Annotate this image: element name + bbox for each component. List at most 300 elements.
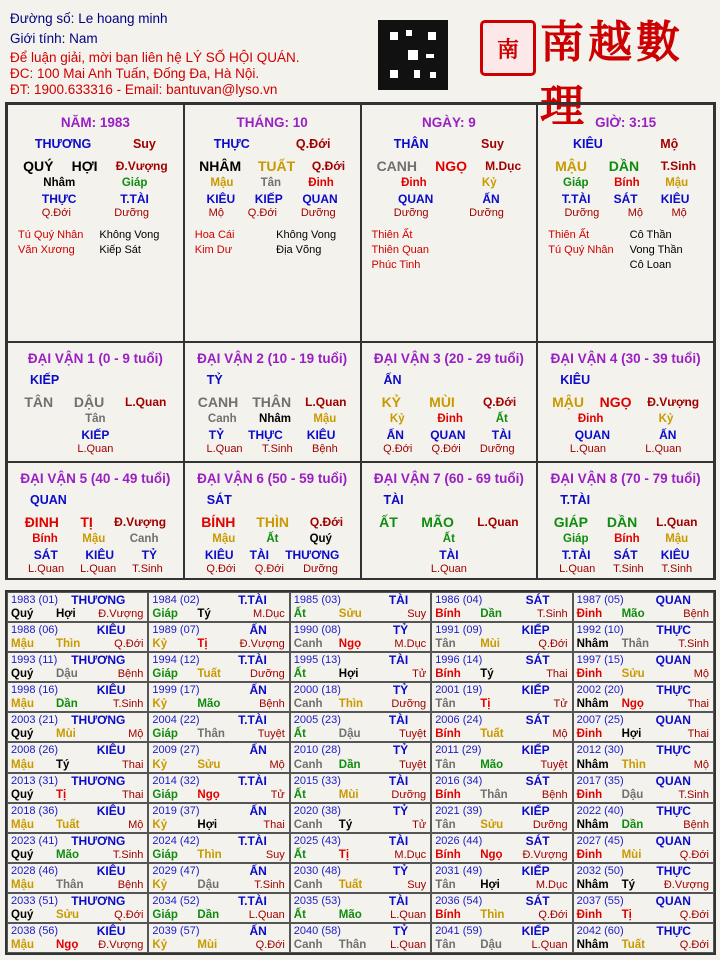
year-stem: Tân: [435, 878, 456, 891]
luck-hgods: [362, 428, 537, 443]
year-stage: Bệnh: [259, 698, 285, 711]
year-stem: Tân: [435, 939, 456, 951]
year-cell[interactable]: [290, 893, 431, 923]
luck-hidden-stem: Bính: [32, 533, 58, 545]
year-cell[interactable]: [290, 833, 431, 863]
year-label: 2039 (57): [152, 924, 200, 937]
year-cell[interactable]: [7, 652, 148, 682]
star-good: Tú Quý Nhân: [548, 244, 614, 256]
year-branch: Thân: [56, 878, 84, 891]
star-good: Văn Xương: [18, 244, 75, 256]
hidden-stage: Q.Đới: [247, 207, 277, 219]
year-branch: Tuất: [621, 939, 646, 951]
year-branch: Tị: [197, 638, 208, 651]
year-stage: Dưỡng: [391, 698, 427, 711]
year-stage: Đ.Vượng: [522, 848, 568, 861]
year-god: TÀI: [388, 713, 409, 728]
year-stage: Thai: [263, 818, 285, 831]
year-cell[interactable]: [148, 682, 289, 712]
year-god: KIÊU: [96, 923, 126, 938]
year-cell[interactable]: [148, 592, 289, 622]
year-branch: Sửu: [197, 758, 221, 771]
year-god: T.TÀI: [238, 713, 267, 728]
year-cell[interactable]: [7, 803, 148, 833]
year-branch: Mùi: [197, 939, 218, 951]
year-stem: Đinh: [576, 608, 603, 621]
year-stem: Tân: [435, 698, 456, 711]
year-cell[interactable]: [573, 923, 714, 953]
pillar-stem-branch: [362, 155, 537, 177]
luck-god: KIẾP: [30, 373, 60, 387]
luck-hidden-stem: Mậu: [212, 533, 236, 545]
pillar-god-stage: Suy: [481, 137, 504, 151]
year-god: TỶ: [392, 863, 409, 878]
luck-cell: [7, 462, 184, 580]
year-cell[interactable]: [7, 863, 148, 893]
star-good: Thiên Ất: [548, 229, 590, 241]
hidden-stage: Mộ: [627, 207, 643, 219]
year-cell[interactable]: [7, 893, 148, 923]
year-stem: Mậu: [11, 818, 34, 831]
year-stage: Dưỡng: [391, 788, 427, 801]
luck-hidden-stem: Canh: [129, 533, 159, 545]
luck-hidden-god: TÀI: [249, 548, 270, 562]
year-stage: Mộ: [693, 758, 709, 771]
year-branch: Thìn: [338, 698, 364, 711]
pillar-god: THỰC: [213, 137, 250, 151]
name-line: Đường số: Le hoang minh: [10, 11, 168, 26]
star-good: Phúc Tinh: [371, 259, 421, 271]
year-cell[interactable]: [290, 592, 431, 622]
year-branch: Dần: [480, 608, 502, 621]
hidden-stems: [538, 177, 713, 192]
luck-branch: DẦN: [606, 514, 638, 530]
brand-logo: 南越數理: [540, 17, 684, 132]
year-cell[interactable]: [431, 863, 572, 893]
year-cell[interactable]: [290, 622, 431, 652]
year-cell[interactable]: [290, 712, 431, 742]
year-label: 1996 (14): [435, 654, 483, 667]
year-cell[interactable]: [431, 592, 572, 622]
year-label: 1993 (11): [11, 654, 58, 667]
year-god: T.TÀI: [238, 593, 267, 607]
year-stage: Bệnh: [683, 818, 709, 831]
year-god: SÁT: [525, 713, 550, 728]
hidden-stages: [8, 207, 183, 222]
year-stem: Kỷ: [152, 818, 168, 831]
hidden-god: THỰC: [41, 192, 77, 206]
luck-cell: [361, 342, 538, 462]
year-branch: Hợi: [56, 608, 76, 621]
year-label: 2016 (34): [435, 774, 483, 787]
year-label: 2018 (36): [11, 804, 59, 817]
luck-branch: MÃO: [421, 514, 454, 530]
year-god: THỰC: [656, 863, 691, 878]
year-stem: Quý: [11, 848, 34, 861]
year-stem: Canh: [293, 818, 323, 831]
year-branch: Dần: [197, 908, 220, 921]
year-cell[interactable]: [7, 682, 148, 712]
year-stem: Đinh: [576, 668, 603, 681]
luck-hidden-god: ẤN: [386, 428, 404, 442]
year-stage: Thai: [121, 788, 144, 801]
year-cell[interactable]: [431, 893, 572, 923]
contact-line-3: ĐT: 1900.633316 - Email: bantuvan@lyso.vn: [10, 82, 278, 97]
year-branch: Hợi: [480, 878, 500, 891]
year-god: KIÊU: [96, 863, 126, 878]
luck-branch: DẬU: [73, 394, 105, 410]
year-god: TÀI: [388, 833, 409, 848]
year-label: 2006 (24): [435, 714, 483, 727]
luck-stage: L.Quan: [656, 515, 698, 529]
hidden-stems: [362, 177, 537, 192]
luck-hidden-god: KIÊU: [306, 428, 336, 442]
year-stage: M.Dục: [394, 638, 427, 651]
luck-hidden-stage: L.Quan: [645, 443, 682, 455]
year-branch: Dậu: [56, 668, 78, 681]
pillar-god-stage: Mộ: [660, 137, 679, 151]
year-cell[interactable]: [573, 893, 714, 923]
luck-hidden-god: KIÊU: [85, 548, 115, 562]
year-branch: Ngọ: [621, 698, 644, 711]
luck-hstages: [538, 563, 713, 578]
year-label: 2040 (58): [293, 924, 341, 937]
year-cell[interactable]: [431, 742, 572, 772]
stars: [362, 222, 537, 273]
stars-bad: [276, 228, 349, 258]
year-branch: Thìn: [621, 758, 646, 771]
year-stage: Q.Đới: [538, 638, 568, 651]
year-cell[interactable]: [431, 833, 572, 863]
year-god: THƯƠNG: [71, 893, 126, 908]
year-cell[interactable]: [7, 833, 148, 863]
year-branch: Ngọ: [56, 939, 79, 951]
year-cell[interactable]: [7, 923, 148, 953]
hidden-stem: Kỷ: [481, 177, 497, 189]
year-branch: Thân: [621, 638, 650, 651]
year-cell[interactable]: [573, 773, 714, 803]
year-cell[interactable]: [431, 652, 572, 682]
hidden-stages: [362, 207, 537, 222]
year-branch: Tị: [480, 698, 491, 711]
year-branch: Thìn: [56, 638, 81, 651]
pillar-god-stage: Suy: [132, 137, 156, 151]
luck-hidden-stage: L.Quan: [569, 443, 606, 455]
year-cell[interactable]: [290, 773, 431, 803]
luck-stem: TÂN: [24, 394, 54, 410]
luck-hidden-stem: Tân: [85, 413, 106, 425]
luck-hidden-stage: Q.Đới: [431, 443, 461, 455]
year-branch: Thân: [338, 939, 367, 951]
luck-hstages: [185, 443, 360, 458]
year-stem: Canh: [293, 698, 323, 711]
year-stage: Suy: [407, 878, 427, 891]
year-cell[interactable]: [431, 773, 572, 803]
luck-title: ĐẠI VẬN 3 (20 - 29 tuổi): [373, 351, 524, 366]
hidden-stem: Nhâm: [43, 177, 76, 189]
luck-hidden-stem: Canh: [207, 413, 237, 425]
year-stem: Đinh: [576, 908, 603, 921]
hidden-stems: [185, 177, 360, 192]
year-god: KIẾP: [521, 923, 550, 938]
luck-hidden-stem: Mậu: [82, 533, 106, 545]
year-stage: T.Sinh: [678, 788, 709, 801]
year-stage: Mộ: [269, 758, 285, 771]
year-branch: Ngọ: [480, 848, 503, 861]
year-label: 2003 (21): [11, 714, 59, 727]
luck-god: T.TÀI: [560, 493, 591, 507]
luck-hstages: [185, 563, 360, 578]
year-stem: Bính: [435, 668, 461, 681]
stars: [8, 222, 183, 258]
year-stem: Canh: [293, 758, 323, 771]
year-stage: L.Quan: [248, 908, 285, 921]
year-cell[interactable]: [148, 923, 289, 953]
year-stage: T.Sinh: [678, 638, 709, 651]
hidden-stage: Dưỡng: [393, 207, 429, 219]
hidden-stems: [8, 177, 183, 192]
year-label: 2041 (59): [435, 924, 483, 937]
year-stem: Nhâm: [576, 878, 609, 891]
year-cell[interactable]: [431, 712, 572, 742]
year-label: 2032 (50): [576, 864, 624, 877]
year-cell[interactable]: [290, 682, 431, 712]
hidden-god: KIÊU: [206, 192, 236, 206]
year-cell[interactable]: [290, 803, 431, 833]
luck-hidden-god: SÁT: [613, 548, 638, 562]
hidden-stages: [185, 207, 360, 222]
year-label: 2019 (37): [152, 804, 200, 817]
year-cell[interactable]: [7, 773, 148, 803]
year-cell[interactable]: [7, 622, 148, 652]
year-stage: Thai: [121, 758, 144, 771]
luck-hgods: [538, 548, 713, 563]
year-god: QUAN: [655, 593, 691, 607]
year-label: 2031 (49): [435, 864, 483, 877]
year-branch: Dậu: [197, 878, 220, 891]
year-stem: Canh: [293, 878, 323, 891]
year-god: SÁT: [525, 893, 550, 908]
pillar-stem: CANH: [376, 158, 418, 174]
year-stage: Mộ: [693, 668, 709, 681]
year-god: ẤN: [249, 743, 267, 758]
year-cell[interactable]: [573, 803, 714, 833]
luck-hidden-stage: Q.Đới: [383, 443, 413, 455]
year-branch: Tị: [621, 908, 632, 921]
luck-hidden: [8, 413, 183, 428]
year-cell[interactable]: [431, 803, 572, 833]
year-cell[interactable]: [148, 622, 289, 652]
year-cell[interactable]: [7, 592, 148, 622]
year-stage: L.Quan: [390, 908, 427, 921]
stars-bad: [99, 228, 172, 258]
luck-stem-branch: [362, 391, 537, 413]
year-cell[interactable]: [148, 742, 289, 772]
luck-stem-branch: [185, 511, 360, 533]
year-god: TỶ: [392, 923, 409, 938]
year-stage: L.Quan: [531, 939, 568, 951]
year-cell[interactable]: [148, 773, 289, 803]
year-cell[interactable]: [290, 652, 431, 682]
year-stage: L.Quan: [390, 939, 427, 951]
year-cell[interactable]: [7, 742, 148, 772]
year-cell[interactable]: [431, 622, 572, 652]
luck-title: ĐẠI VẬN 2 (10 - 19 tuổi): [197, 351, 348, 366]
year-cell[interactable]: [431, 923, 572, 953]
year-stem: Bính: [435, 788, 461, 801]
year-stage: Bệnh: [541, 788, 568, 801]
year-cell[interactable]: [431, 682, 572, 712]
year-stage: T.Sinh: [112, 698, 144, 711]
luck-hidden-stage: T.Sinh: [613, 563, 644, 575]
year-stage: Bệnh: [117, 878, 144, 891]
year-stem: Kỷ: [152, 939, 168, 951]
year-label: 2034 (52): [152, 894, 200, 907]
year-stem: Giáp: [152, 668, 178, 681]
year-stage: Mộ: [128, 728, 144, 741]
pillar-title: NĂM: 1983: [60, 115, 130, 130]
year-stage: Bệnh: [117, 668, 144, 681]
luck-god: ẤN: [383, 373, 402, 387]
star-good: Tú Quý Nhân: [18, 229, 84, 241]
luck-cell: [7, 342, 184, 462]
year-stem: Giáp: [152, 728, 178, 741]
luck-hidden: [362, 413, 537, 428]
luck-hidden-stage: T.Sinh: [132, 563, 163, 575]
year-branch: Dần: [56, 698, 78, 711]
year-branch: Dần: [621, 818, 644, 831]
year-branch: Hợi: [621, 728, 642, 741]
year-stage: Dưỡng: [250, 668, 285, 681]
year-label: 2036 (54): [435, 894, 483, 907]
luck-hstages: [362, 563, 537, 578]
luck-cell: [184, 462, 361, 580]
year-cell[interactable]: [148, 803, 289, 833]
year-god: TỶ: [392, 683, 409, 698]
star-bad: Kiếp Sát: [99, 244, 141, 256]
year-cell[interactable]: [148, 893, 289, 923]
year-stem: Giáp: [152, 908, 178, 921]
year-branch: Hợi: [197, 818, 218, 831]
qr-code-icon[interactable]: [378, 20, 448, 90]
stars: [185, 222, 360, 258]
year-label: 2038 (56): [11, 924, 59, 937]
luck-hidden-stem: Mậu: [665, 533, 689, 545]
luck-hidden-stage: L.Quan: [430, 563, 467, 575]
year-label: 2028 (46): [11, 864, 59, 877]
luck-title: ĐẠI VẬN 4 (30 - 39 tuổi): [550, 351, 701, 366]
year-cell[interactable]: [573, 742, 714, 772]
year-label: 2021 (39): [435, 804, 483, 817]
year-cell[interactable]: [290, 863, 431, 893]
year-cell[interactable]: [573, 712, 714, 742]
year-god: SÁT: [525, 773, 550, 788]
year-stage: Đ.Vượng: [98, 608, 144, 621]
year-stage: T.Sinh: [112, 848, 144, 861]
year-label: 2004 (22): [152, 714, 200, 727]
year-god: TÀI: [388, 893, 409, 908]
year-branch: Tý: [480, 668, 494, 681]
year-god: T.TÀI: [238, 893, 267, 908]
year-label: 2020 (38): [293, 804, 341, 817]
year-label: 2037 (55): [576, 894, 624, 907]
year-branch: Tý: [56, 758, 70, 771]
year-stem: Giáp: [152, 848, 178, 861]
year-branch: Thân: [480, 788, 508, 801]
year-label: 2042 (60): [576, 924, 624, 937]
year-cell[interactable]: [573, 652, 714, 682]
star-good: Hoa Cái: [194, 229, 235, 241]
year-stage: Đ.Vượng: [239, 638, 285, 651]
year-cell[interactable]: [148, 712, 289, 742]
year-cell[interactable]: [290, 923, 431, 953]
year-label: 2015 (33): [293, 774, 341, 787]
year-stem: Quý: [11, 608, 34, 621]
year-god: TỶ: [392, 743, 409, 758]
year-cell[interactable]: [7, 712, 148, 742]
hidden-stem: Giáp: [121, 177, 148, 189]
year-cell[interactable]: [573, 833, 714, 863]
year-stem: Đinh: [576, 728, 603, 741]
year-cell[interactable]: [573, 863, 714, 893]
luck-hidden-stage: L.Quan: [77, 443, 114, 455]
year-branch: Tuất: [338, 878, 363, 891]
luck-hidden-stage: Q.Đới: [206, 563, 236, 575]
luck-hgods: [362, 548, 537, 563]
luck-hidden-stem: Ất: [266, 533, 279, 545]
star-bad: Cô Thần: [629, 229, 672, 241]
year-cell[interactable]: [573, 622, 714, 652]
luck-branch: NGỌ: [599, 394, 632, 410]
luck-cell: [537, 462, 714, 580]
year-label: 1988 (06): [11, 624, 59, 637]
pillar-stem-branch: [185, 155, 360, 177]
year-stage: Q.Đới: [679, 848, 709, 861]
year-branch: Tý: [338, 818, 353, 831]
year-label: 2029 (47): [152, 864, 200, 877]
year-stage: Thai: [687, 698, 709, 711]
year-cell[interactable]: [148, 863, 289, 893]
year-stage: Q.Đới: [114, 908, 144, 921]
stars-good: [195, 228, 268, 258]
year-branch: Mão: [621, 608, 645, 621]
gender-line: Giới tính: Nam: [10, 31, 98, 46]
year-stem: Mậu: [11, 939, 34, 951]
year-label: 1992 (10): [576, 624, 624, 637]
year-god: KIẾP: [521, 803, 550, 818]
year-god: TÀI: [388, 653, 409, 668]
year-stem: Ất: [293, 608, 306, 621]
year-stem: Nhâm: [576, 698, 609, 711]
year-cell[interactable]: [573, 682, 714, 712]
year-label: 2000 (18): [293, 684, 341, 697]
year-god: ẤN: [249, 623, 267, 638]
luck-hstages: [362, 443, 537, 458]
year-label: 2030 (48): [293, 864, 341, 877]
year-cell[interactable]: [573, 592, 714, 622]
pillar-branch: NGỌ: [435, 158, 468, 174]
year-cell[interactable]: [290, 742, 431, 772]
star-bad: Cô Loan: [629, 259, 672, 271]
year-stem: Ất: [293, 668, 306, 681]
year-god: TỶ: [392, 623, 409, 638]
year-stage: T.Sinh: [537, 608, 568, 621]
year-cell[interactable]: [148, 652, 289, 682]
luck-god: TỶ: [206, 373, 223, 387]
year-god: ẤN: [249, 923, 267, 938]
pillar-stem-branch: [8, 155, 183, 177]
year-cell[interactable]: [148, 833, 289, 863]
